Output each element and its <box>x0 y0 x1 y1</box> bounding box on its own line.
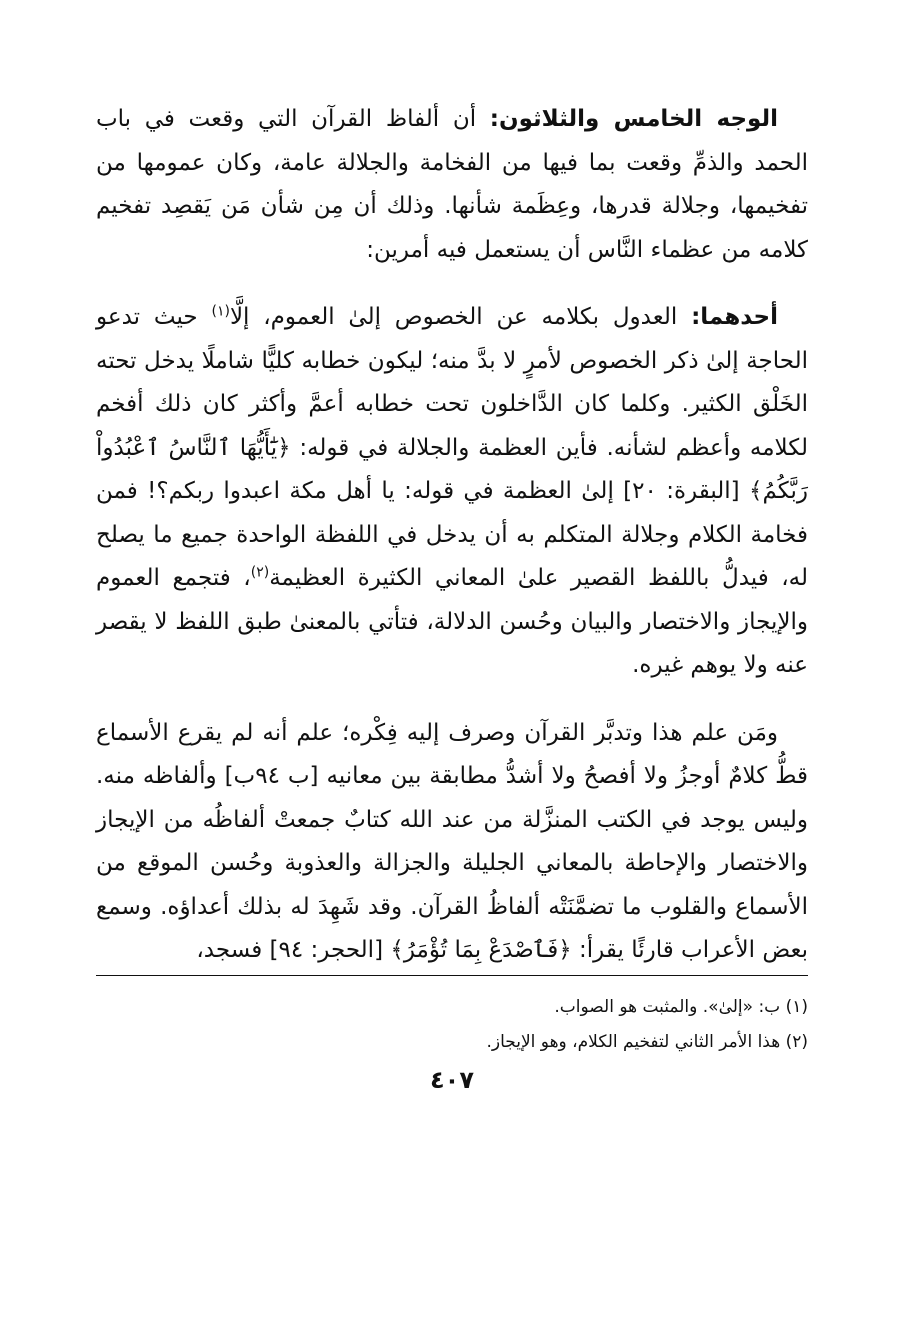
paragraph-2-text-a: العدول بكلامه عن الخصوص إلىٰ العموم، إلَّا <box>229 304 692 330</box>
paragraph-gap <box>96 688 808 712</box>
paragraph-1-text: أن ألفاظ القرآن التي وقعت في باب الحمد والذمِّ وقعت بما فيها من الفخامة والجلالة عامة، وكان عمومها من تفخيمها، وجلالة قدرها، وعِظَمة شأنها. وذلك أن مِن شأن مَن يَقصِد تفخيم كلامه من عظماء النَّاس أن يستعمل فيه أمرين: <box>96 106 808 263</box>
footnote-ref-1[interactable]: (١) <box>211 303 230 320</box>
paragraph-1-heading: الوجه الخامس والثلاثون: <box>489 106 778 132</box>
paragraph-3 <box>96 712 808 973</box>
footnote-ref-2[interactable]: (٢) <box>250 564 270 581</box>
footnote-2: (٢) هذا الأمر الثاني لتفخيم الكلام، وهو الإيجاز. <box>486 1031 808 1052</box>
paragraph-2-heading: أحدهما: <box>691 304 779 330</box>
book-page <box>96 98 808 1094</box>
paragraph-2 <box>96 296 808 688</box>
paragraph-2-text-c: ، فتجمع العموم والإيجاز والاختصار والبيان وحُسن الدلالة، فتأتي بالمعنىٰ طبق اللفظ لا يقصر عنه ولا يوهم غيره. <box>96 565 808 678</box>
paragraph-2-text-b: حيث تدعو الحاجة إلىٰ ذكر الخصوص لأمرٍ لا بدَّ منه؛ ليكون خطابه كليًّا شاملًا يدخل تحته الخَلْق الكثير. وكلما كان الدَّاخلون تحت خطابه أعمَّ وأكثر كان ذلك أفخم لكلامه وأعظم لشأنه. فأين العظمة والجلالة في قوله: ﴿يَٰٓأَيُّهَا ٱلنَّاسُ ٱعْبُدُواْ رَبَّكُمُ﴾ [البقرة: ٢٠] إلىٰ العظمة في قوله: يا أهل مكة اعبدوا ربكم؟! فمن فخامة الكلام وجلالة المتكلم به أن يدخل في اللفظة الواحدة جميع ما يصلح له، فيدلُّ باللفظ القصير علىٰ المعاني الكثيرة العظيمة <box>96 304 809 591</box>
page-number: ٤٠٧ <box>430 1065 474 1094</box>
footnote-divider <box>96 975 808 976</box>
footnotes <box>96 990 808 1060</box>
paragraph-gap <box>96 272 808 296</box>
paragraph-3-text: ومَن علم هذا وتدبَّر القرآن وصرف إليه فِكْره؛ علم أنه لم يقرع الأسماع قطُّ كلامٌ أوجزُ ولا أفصحُ ولا أشدُّ مطابقة بين معانيه [ب ٩٤ب] وألفاظه منه. وليس يوجد في الكتب المنزَّلة من عند الله كتابٌ جمعتْ ألفاظُه من الإيجاز والاختصار والإحاطة بالمعاني الجليلة والجزالة والعذوبة وحُسن الموقع من الأسماع والقلوب ما تضمَّنَتْه ألفاظُ القرآن. وقد شَهِدَ له بذلك أعداؤه. وسمع بعض الأعراب قارئًا يقرأ: ﴿فَٱصْدَعْ بِمَا تُؤْمَرُ﴾ [الحجر: ٩٤] فسجد، <box>96 719 809 963</box>
paragraph-1 <box>96 98 808 272</box>
footnote-1: (١) ب: «إلىٰ». والمثبت هو الصواب. <box>554 996 808 1017</box>
